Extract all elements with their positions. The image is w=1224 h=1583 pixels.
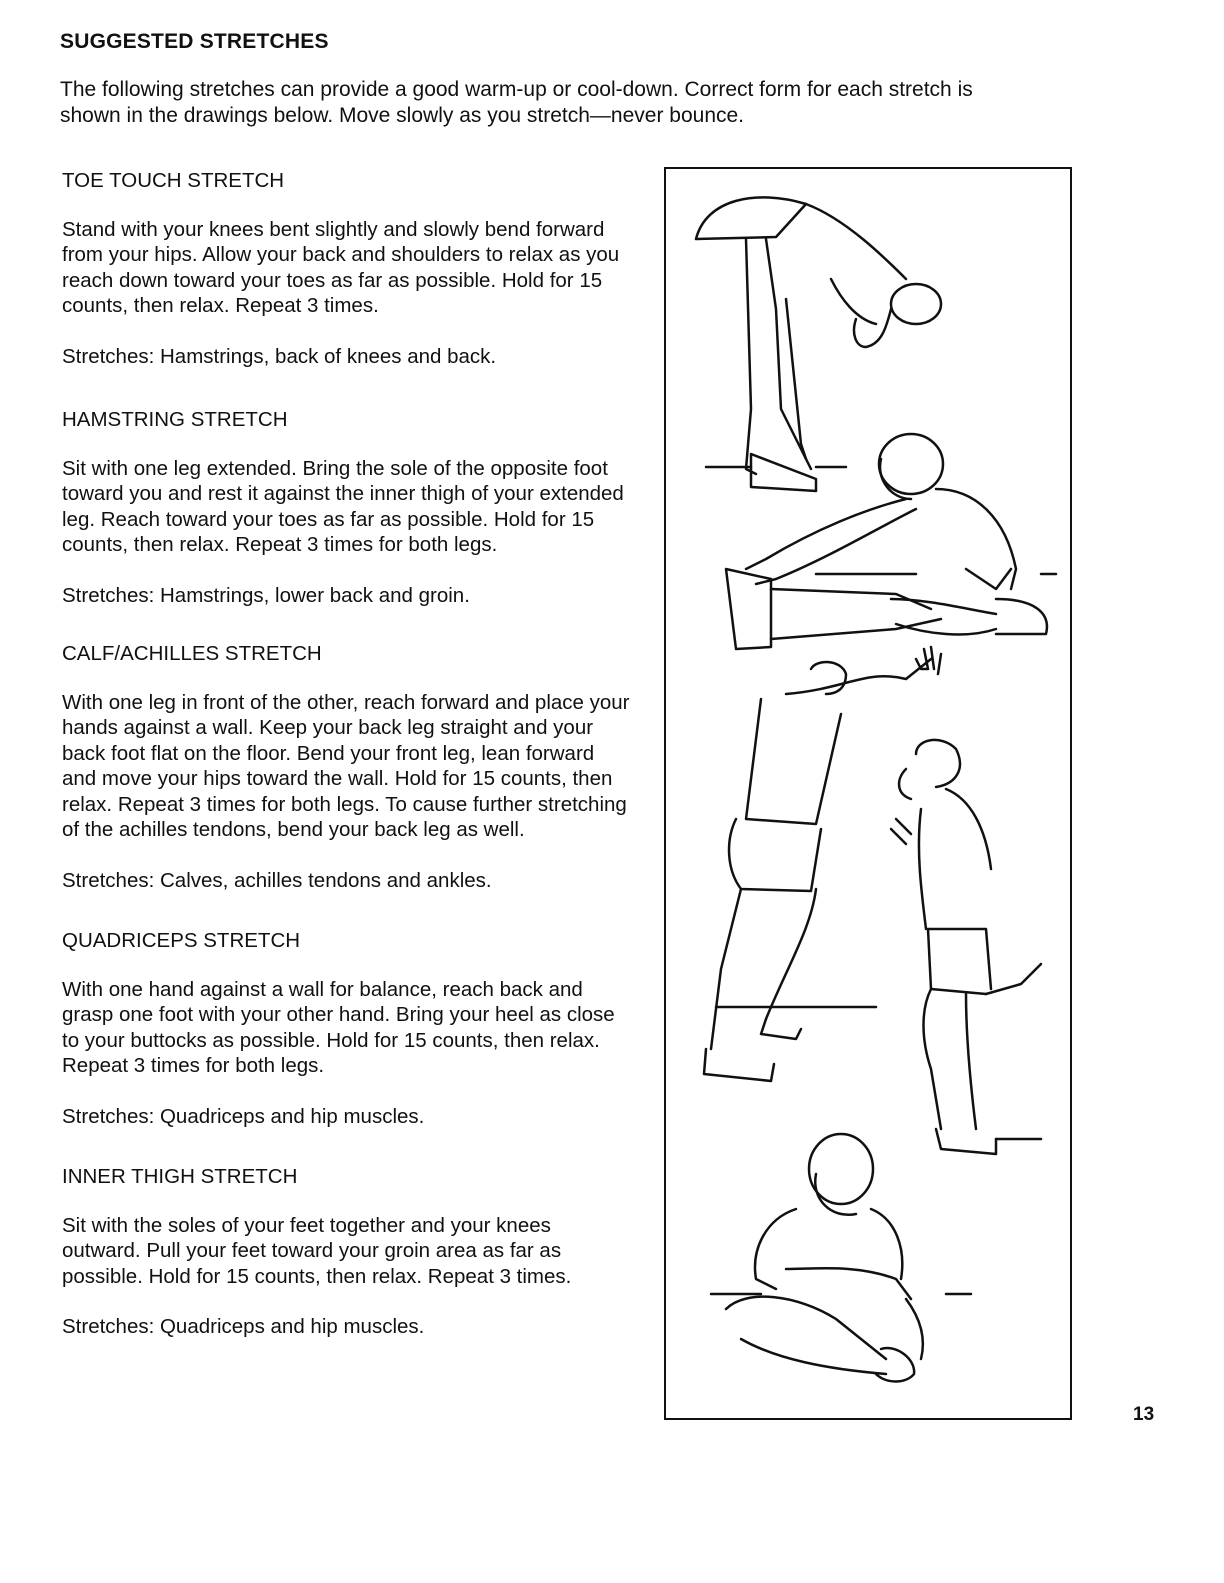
section-heading: HAMSTRING STRETCH [62, 408, 288, 431]
section-body: Stand with your knees bent slightly and slowly bend forward from your hips. Allow your back and shoulders to relax as you reach down toward your toes as far as possible. Hold for 15 counts, then relax. Repeat 3 times. [62, 217, 620, 317]
section-hamstring [62, 407, 634, 608]
section-stretches: Stretches: Hamstrings, back of knees and back. [62, 344, 497, 368]
section-stretches: Stretches: Quadriceps and hip muscles. [62, 1315, 425, 1338]
page-number: 13 [1133, 1404, 1155, 1425]
section-stretches: Stretches: Calves, achilles tendons and ankles. [62, 868, 492, 892]
hamstring-figure-icon [726, 434, 1056, 649]
section-toe-touch [62, 168, 634, 369]
section-calf-achilles [62, 641, 634, 893]
toe-touch-figure-icon [696, 197, 941, 491]
section-body: With one hand against a wall for balance, reach back and grasp one foot with your other hand. Bring your heel as close to your buttocks as possible. Hold for 15 counts, then relax. Repeat 3 times for both legs. [62, 977, 615, 1077]
section-body: With one leg in front of the other, reach forward and place your hands against a wall. Keep your back leg straight and your back foot flat on the floor. Bend your front leg, lean forward and move your hips toward the wall. Hold for 15 counts, then relax. Repeat 3 times for both legs. To cause further stretching of the achilles tendons, bend your back leg as well. [62, 690, 630, 841]
section-quadriceps [62, 928, 634, 1129]
section-body: Sit with one leg extended. Bring the sole of the opposite foot toward you and rest it against the inner thigh of your extended leg. Reach toward your toes as far as possible. Hold for 15 counts, then relax. Repeat 3 times for both legs. [62, 456, 624, 556]
intro-text [60, 77, 1060, 129]
section-stretches: Stretches: Hamstrings, lower back and groin. [62, 583, 470, 607]
instructions-column [62, 168, 634, 1375]
intro-line-1: The following stretches can provide a good warm-up or cool-down. Correct form for each stretch is [60, 78, 973, 101]
intro-line-2: shown in the drawings below. Move slowly as you stretch—never bounce. [60, 104, 745, 127]
page-title: SUGGESTED STRETCHES [60, 30, 329, 53]
section-inner-thigh [62, 1164, 634, 1340]
illustration-panel [664, 167, 1072, 1420]
section-heading: QUADRICEPS STRETCH [62, 929, 301, 952]
section-body: Sit with the soles of your feet together and your knees outward. Pull your feet toward your groin area as far as possible. Hold for 15 counts, then relax. Repeat 3 times. [62, 1213, 572, 1288]
section-heading: INNER THIGH STRETCH [62, 1165, 298, 1188]
section-heading: CALF/ACHILLES STRETCH [62, 642, 322, 665]
section-stretches: Stretches: Quadriceps and hip muscles. [62, 1104, 425, 1128]
calf-stretch-figure-icon [704, 647, 1041, 1154]
section-heading: TOE TOUCH STRETCH [62, 169, 285, 192]
inner-thigh-figure-icon [711, 1134, 971, 1382]
